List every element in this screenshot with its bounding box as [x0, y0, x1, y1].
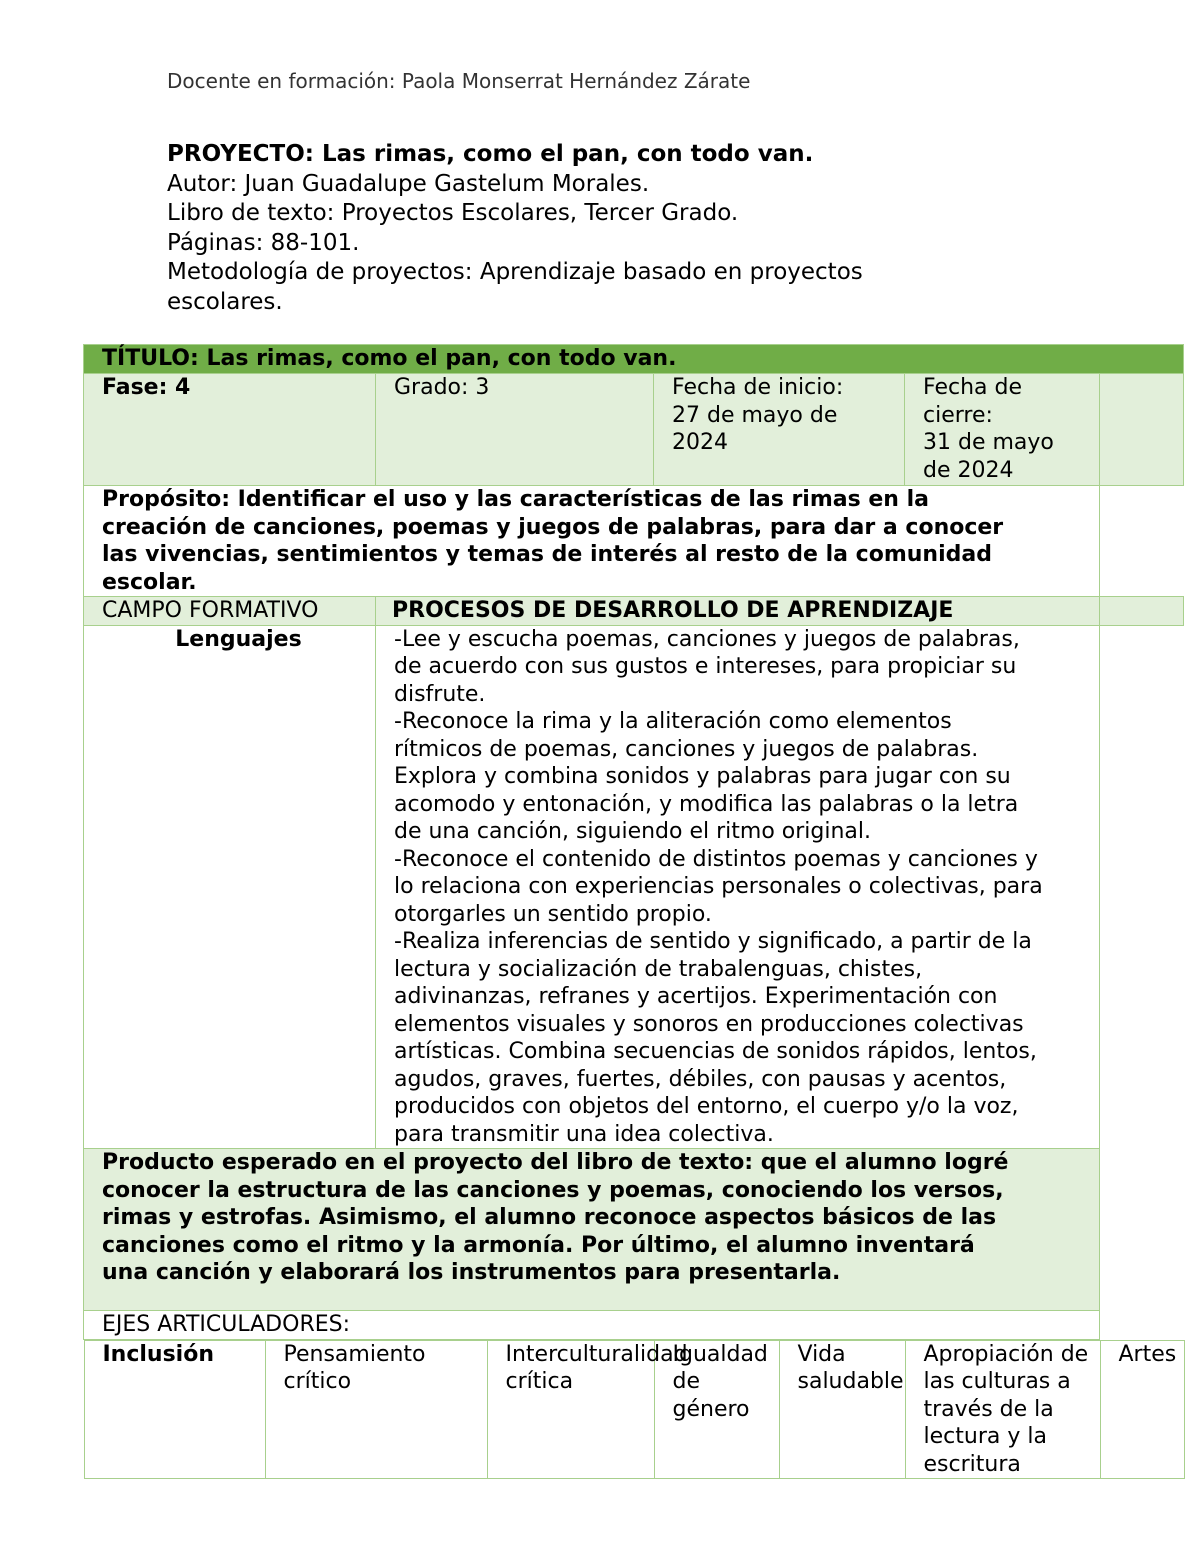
proposito-line: creación de canciones, poemas y juegos de palabras, para dar a conocer	[102, 514, 1004, 540]
eje-igualdad-genero: Igualdad de género	[654, 1340, 779, 1479]
procesos-header-cell	[376, 597, 1100, 626]
proceso-line: elementos visuales y sonoros en producciones colectivas	[394, 1011, 1024, 1037]
project-author: Autor: Juan Guadalupe Gastelum Morales.	[167, 170, 650, 197]
proceso-line: disfrute.	[394, 681, 486, 707]
eje-vida-saludable: Vida saludable	[779, 1340, 905, 1479]
proposito-line: las vivencias, sentimientos y temas de interés al resto de la comunidad	[102, 542, 992, 567]
project-pages: Páginas: 88-101.	[167, 229, 360, 256]
proceso-line: rítmicos de poemas, canciones y juegos de palabras.	[394, 736, 979, 762]
project-textbook: Libro de texto: Proyectos Escolares, Tercer Grado.	[167, 200, 739, 226]
proposito-line: escolar.	[102, 569, 197, 595]
producto-line: conocer la estructura de las canciones y poemas, conociendo los versos,	[102, 1177, 1004, 1203]
proceso-line: -Reconoce la rima y la aliteración como elementos	[394, 709, 952, 734]
fecha-cierre-label-line2: cierre:	[923, 402, 993, 428]
empty-cell	[1100, 597, 1184, 626]
proceso-line: artísticas. Combina secuencias de sonidos rápidos, lentos,	[394, 1039, 1037, 1064]
campo-lenguajes: Lenguajes	[175, 626, 302, 652]
producto-cell	[84, 1149, 1100, 1311]
proceso-line: de acuerdo con sus gustos e intereses, para propiciar su	[394, 654, 1017, 679]
fecha-inicio-value-line1: 27 de mayo de	[672, 402, 838, 428]
proceso-line: producidos con objetos del entorno, el cuerpo y/o la voz,	[394, 1094, 1019, 1119]
producto-line: rimas y estrofas. Asimismo, el alumno reconoce aspectos básicos de las	[102, 1205, 997, 1230]
proceso-line: para transmitir una idea colectiva.	[394, 1121, 774, 1147]
fecha-cierre-value-line2: de 2024	[923, 457, 1014, 483]
empty-cell	[1100, 374, 1184, 486]
producto-line: Producto esperado en el proyecto del libro de texto: que el alumno logré	[102, 1150, 1009, 1175]
producto-line: canciones como el ritmo y la armonía. Por último, el alumno inventará	[102, 1232, 975, 1258]
table-title-cell	[84, 345, 1184, 374]
proposito-cell	[84, 486, 1100, 597]
fecha-inicio-cell	[654, 374, 905, 486]
fase-cell	[84, 374, 376, 486]
fecha-cierre-label-line1: Fecha de	[923, 375, 1022, 400]
project-methodology-line2: escolares.	[167, 288, 283, 315]
producto-line: una canción y elaborará los instrumentos para presentarla.	[102, 1260, 841, 1285]
fecha-cierre-value-line1: 31 de mayo	[923, 430, 1054, 455]
proposito-line: Propósito: Identificar el uso y las características de las rimas en la	[102, 487, 929, 512]
campo-formativo-header: CAMPO FORMATIVO	[102, 598, 319, 623]
proceso-line: Explora y combina sonidos y palabras para jugar con su	[394, 764, 1011, 789]
proceso-line: lectura y socialización de trabalenguas, chistes,	[394, 956, 923, 982]
campo-cell	[84, 625, 376, 1149]
ejes-label: EJES ARTICULADORES:	[102, 1312, 351, 1337]
proceso-line: lo relaciona con experiencias personales o colectivas, para	[394, 874, 1043, 899]
docente-line: Docente en formación: Paola Monserrat Hernández Zárate	[167, 69, 751, 93]
grado-label: Grado: 3	[394, 375, 490, 400]
eje-interculturalidad: Interculturalidad crítica	[487, 1340, 654, 1479]
fecha-inicio-value-line2: 2024	[672, 430, 728, 455]
eje-inclusion: Inclusión	[84, 1340, 265, 1479]
proceso-line: otorgarles un sentido propio.	[394, 901, 712, 927]
procesos-cell	[376, 625, 1100, 1149]
fecha-inicio-label: Fecha de inicio:	[672, 375, 844, 400]
eje-artes: Artes	[1100, 1340, 1184, 1479]
proceso-line: acomodo y entonación, y modifica las palabras o la letra	[394, 791, 1019, 817]
proceso-line: agudos, graves, fuertes, débiles, con pausas y acentos,	[394, 1066, 1007, 1092]
grado-cell	[376, 374, 654, 486]
table-title: TÍTULO: Las rimas, como el pan, con todo van.	[102, 346, 677, 371]
project-methodology-line1: Metodología de proyectos: Aprendizaje basado en proyectos	[167, 259, 863, 285]
fecha-cierre-cell	[905, 374, 1100, 486]
ejes-table	[84, 1340, 1185, 1480]
empty-cell	[1100, 1149, 1184, 1311]
ejes-row	[84, 1339, 1184, 1479]
empty-cell	[1100, 486, 1184, 597]
eje-pensamiento-critico: Pensamiento crítico	[265, 1340, 487, 1479]
ejes-label-cell	[84, 1311, 1100, 1340]
eje-apropiacion-culturas: Apropiación de las culturas a través de la lectura y la escritura	[905, 1340, 1100, 1479]
project-info	[167, 140, 863, 317]
proceso-line: -Reconoce el contenido de distintos poemas y canciones y	[394, 846, 1038, 872]
planning-table	[83, 344, 1184, 1479]
proceso-line: -Realiza inferencias de sentido y significado, a partir de la	[394, 929, 1032, 954]
proceso-line: de una canción, siguiendo el ritmo original.	[394, 819, 871, 844]
project-title: PROYECTO: Las rimas, como el pan, con todo van.	[167, 141, 814, 167]
proceso-line: adivinanzas, refranes y acertijos. Experimentación con	[394, 984, 998, 1009]
campo-formativo-header-cell	[84, 597, 376, 626]
empty-cell	[1100, 1311, 1184, 1340]
empty-cell	[1100, 625, 1184, 1149]
fase-label: Fase: 4	[102, 375, 191, 400]
proceso-line: -Lee y escucha poemas, canciones y juegos de palabras,	[394, 626, 1020, 652]
procesos-header: PROCESOS DE DESARROLLO DE APRENDIZAJE	[392, 598, 954, 623]
